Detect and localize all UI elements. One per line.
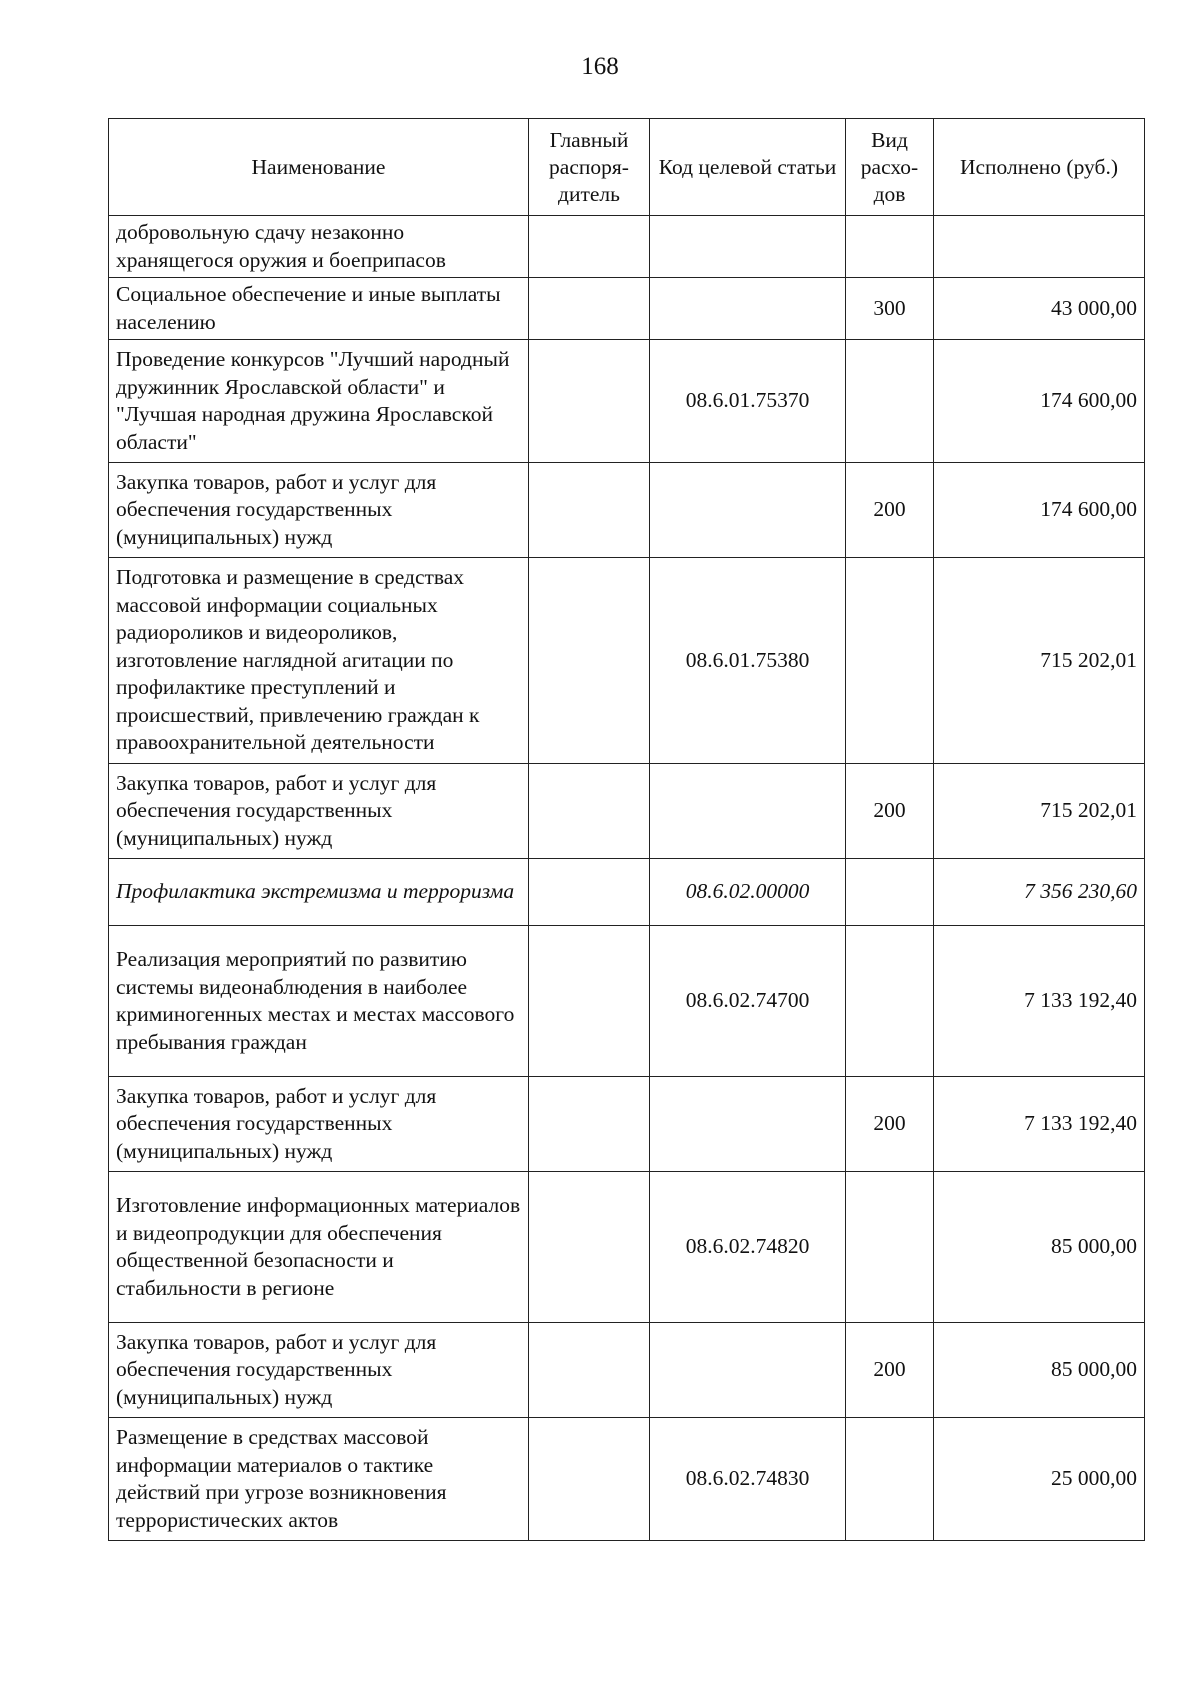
cell-code: 08.6.02.00000 bbox=[650, 859, 846, 926]
cell-admin bbox=[529, 558, 650, 764]
cell-amount: 174 600,00 bbox=[934, 463, 1145, 558]
cell-name: Закупка товаров, работ и услуг для обеспечения государственных (муниципальных) нужд bbox=[109, 764, 529, 859]
table-row bbox=[109, 558, 1145, 764]
table-row bbox=[109, 859, 1145, 926]
cell-name: Закупка товаров, работ и услуг для обеспечения государственных (муниципальных) нужд bbox=[109, 1323, 529, 1418]
cell-kind: 200 bbox=[846, 1077, 934, 1172]
cell-name: добровольную сдачу незаконно хранящегося оружия и боеприпасов bbox=[109, 216, 529, 278]
cell-amount: 715 202,01 bbox=[934, 764, 1145, 859]
cell-code bbox=[650, 216, 846, 278]
table-header-row bbox=[109, 119, 1145, 216]
cell-kind: 200 bbox=[846, 463, 934, 558]
cell-kind bbox=[846, 340, 934, 463]
cell-code: 08.6.01.75370 bbox=[650, 340, 846, 463]
cell-admin bbox=[529, 340, 650, 463]
header-code: Код целевой статьи bbox=[650, 119, 846, 216]
cell-amount: 25 000,00 bbox=[934, 1418, 1145, 1541]
cell-amount: 7 356 230,60 bbox=[934, 859, 1145, 926]
table-row bbox=[109, 764, 1145, 859]
cell-amount: 43 000,00 bbox=[934, 278, 1145, 340]
cell-admin bbox=[529, 1418, 650, 1541]
cell-code: 08.6.02.74700 bbox=[650, 926, 846, 1077]
cell-kind: 200 bbox=[846, 764, 934, 859]
cell-admin bbox=[529, 1323, 650, 1418]
header-kind: Вид расхо-дов bbox=[846, 119, 934, 216]
cell-name: Проведение конкурсов "Лучший народный дружинник Ярославской области" и "Лучшая народная дружина Ярославской области" bbox=[109, 340, 529, 463]
cell-name: Закупка товаров, работ и услуг для обеспечения государственных (муниципальных) нужд bbox=[109, 463, 529, 558]
table-row bbox=[109, 926, 1145, 1077]
cell-kind: 200 bbox=[846, 1323, 934, 1418]
table-row bbox=[109, 1323, 1145, 1418]
cell-kind bbox=[846, 926, 934, 1077]
cell-amount bbox=[934, 216, 1145, 278]
table-row bbox=[109, 340, 1145, 463]
cell-code: 08.6.02.74830 bbox=[650, 1418, 846, 1541]
cell-kind bbox=[846, 1172, 934, 1323]
cell-kind bbox=[846, 558, 934, 764]
cell-amount: 7 133 192,40 bbox=[934, 1077, 1145, 1172]
table-row bbox=[109, 463, 1145, 558]
table-row bbox=[109, 216, 1145, 278]
cell-amount: 715 202,01 bbox=[934, 558, 1145, 764]
header-name: Наименование bbox=[109, 119, 529, 216]
cell-kind bbox=[846, 859, 934, 926]
cell-admin bbox=[529, 926, 650, 1077]
cell-admin bbox=[529, 216, 650, 278]
cell-code: 08.6.02.74820 bbox=[650, 1172, 846, 1323]
cell-amount: 7 133 192,40 bbox=[934, 926, 1145, 1077]
cell-name: Реализация мероприятий по развитию системы видеонаблюдения в наиболее криминогенных местах и местах массового пребывания граждан bbox=[109, 926, 529, 1077]
cell-amount: 85 000,00 bbox=[934, 1323, 1145, 1418]
cell-kind bbox=[846, 1418, 934, 1541]
cell-amount: 85 000,00 bbox=[934, 1172, 1145, 1323]
cell-code bbox=[650, 278, 846, 340]
cell-code: 08.6.01.75380 bbox=[650, 558, 846, 764]
cell-kind bbox=[846, 216, 934, 278]
cell-admin bbox=[529, 278, 650, 340]
table-row bbox=[109, 278, 1145, 340]
table-row bbox=[109, 1077, 1145, 1172]
cell-admin bbox=[529, 463, 650, 558]
table-row bbox=[109, 1172, 1145, 1323]
cell-admin bbox=[529, 1077, 650, 1172]
budget-table bbox=[108, 118, 1145, 1541]
cell-amount: 174 600,00 bbox=[934, 340, 1145, 463]
cell-code bbox=[650, 1077, 846, 1172]
cell-code bbox=[650, 1323, 846, 1418]
table-row bbox=[109, 1418, 1145, 1541]
cell-code bbox=[650, 764, 846, 859]
cell-name: Подготовка и размещение в средствах массовой информации социальных радиороликов и видеороликов, изготовление наглядной агитации по профилактике преступлений и происшествий, привлечению граждан к правоохранительной деятельности bbox=[109, 558, 529, 764]
cell-name: Профилактика экстремизма и терроризма bbox=[109, 859, 529, 926]
cell-admin bbox=[529, 1172, 650, 1323]
page-number: 168 bbox=[581, 53, 619, 80]
cell-name: Изготовление информационных материалов и видеопродукции для обеспечения общественной безопасности и стабильности в регионе bbox=[109, 1172, 529, 1323]
cell-name: Закупка товаров, работ и услуг для обеспечения государственных (муниципальных) нужд bbox=[109, 1077, 529, 1172]
cell-name: Размещение в средствах массовой информации материалов о тактике действий при угрозе возникновения террористических актов bbox=[109, 1418, 529, 1541]
cell-kind: 300 bbox=[846, 278, 934, 340]
cell-name: Социальное обеспечение и иные выплаты населению bbox=[109, 278, 529, 340]
cell-admin bbox=[529, 764, 650, 859]
cell-code bbox=[650, 463, 846, 558]
cell-admin bbox=[529, 859, 650, 926]
header-amount: Исполнено (руб.) bbox=[934, 119, 1145, 216]
header-admin: Главный распоря-дитель bbox=[529, 119, 650, 216]
